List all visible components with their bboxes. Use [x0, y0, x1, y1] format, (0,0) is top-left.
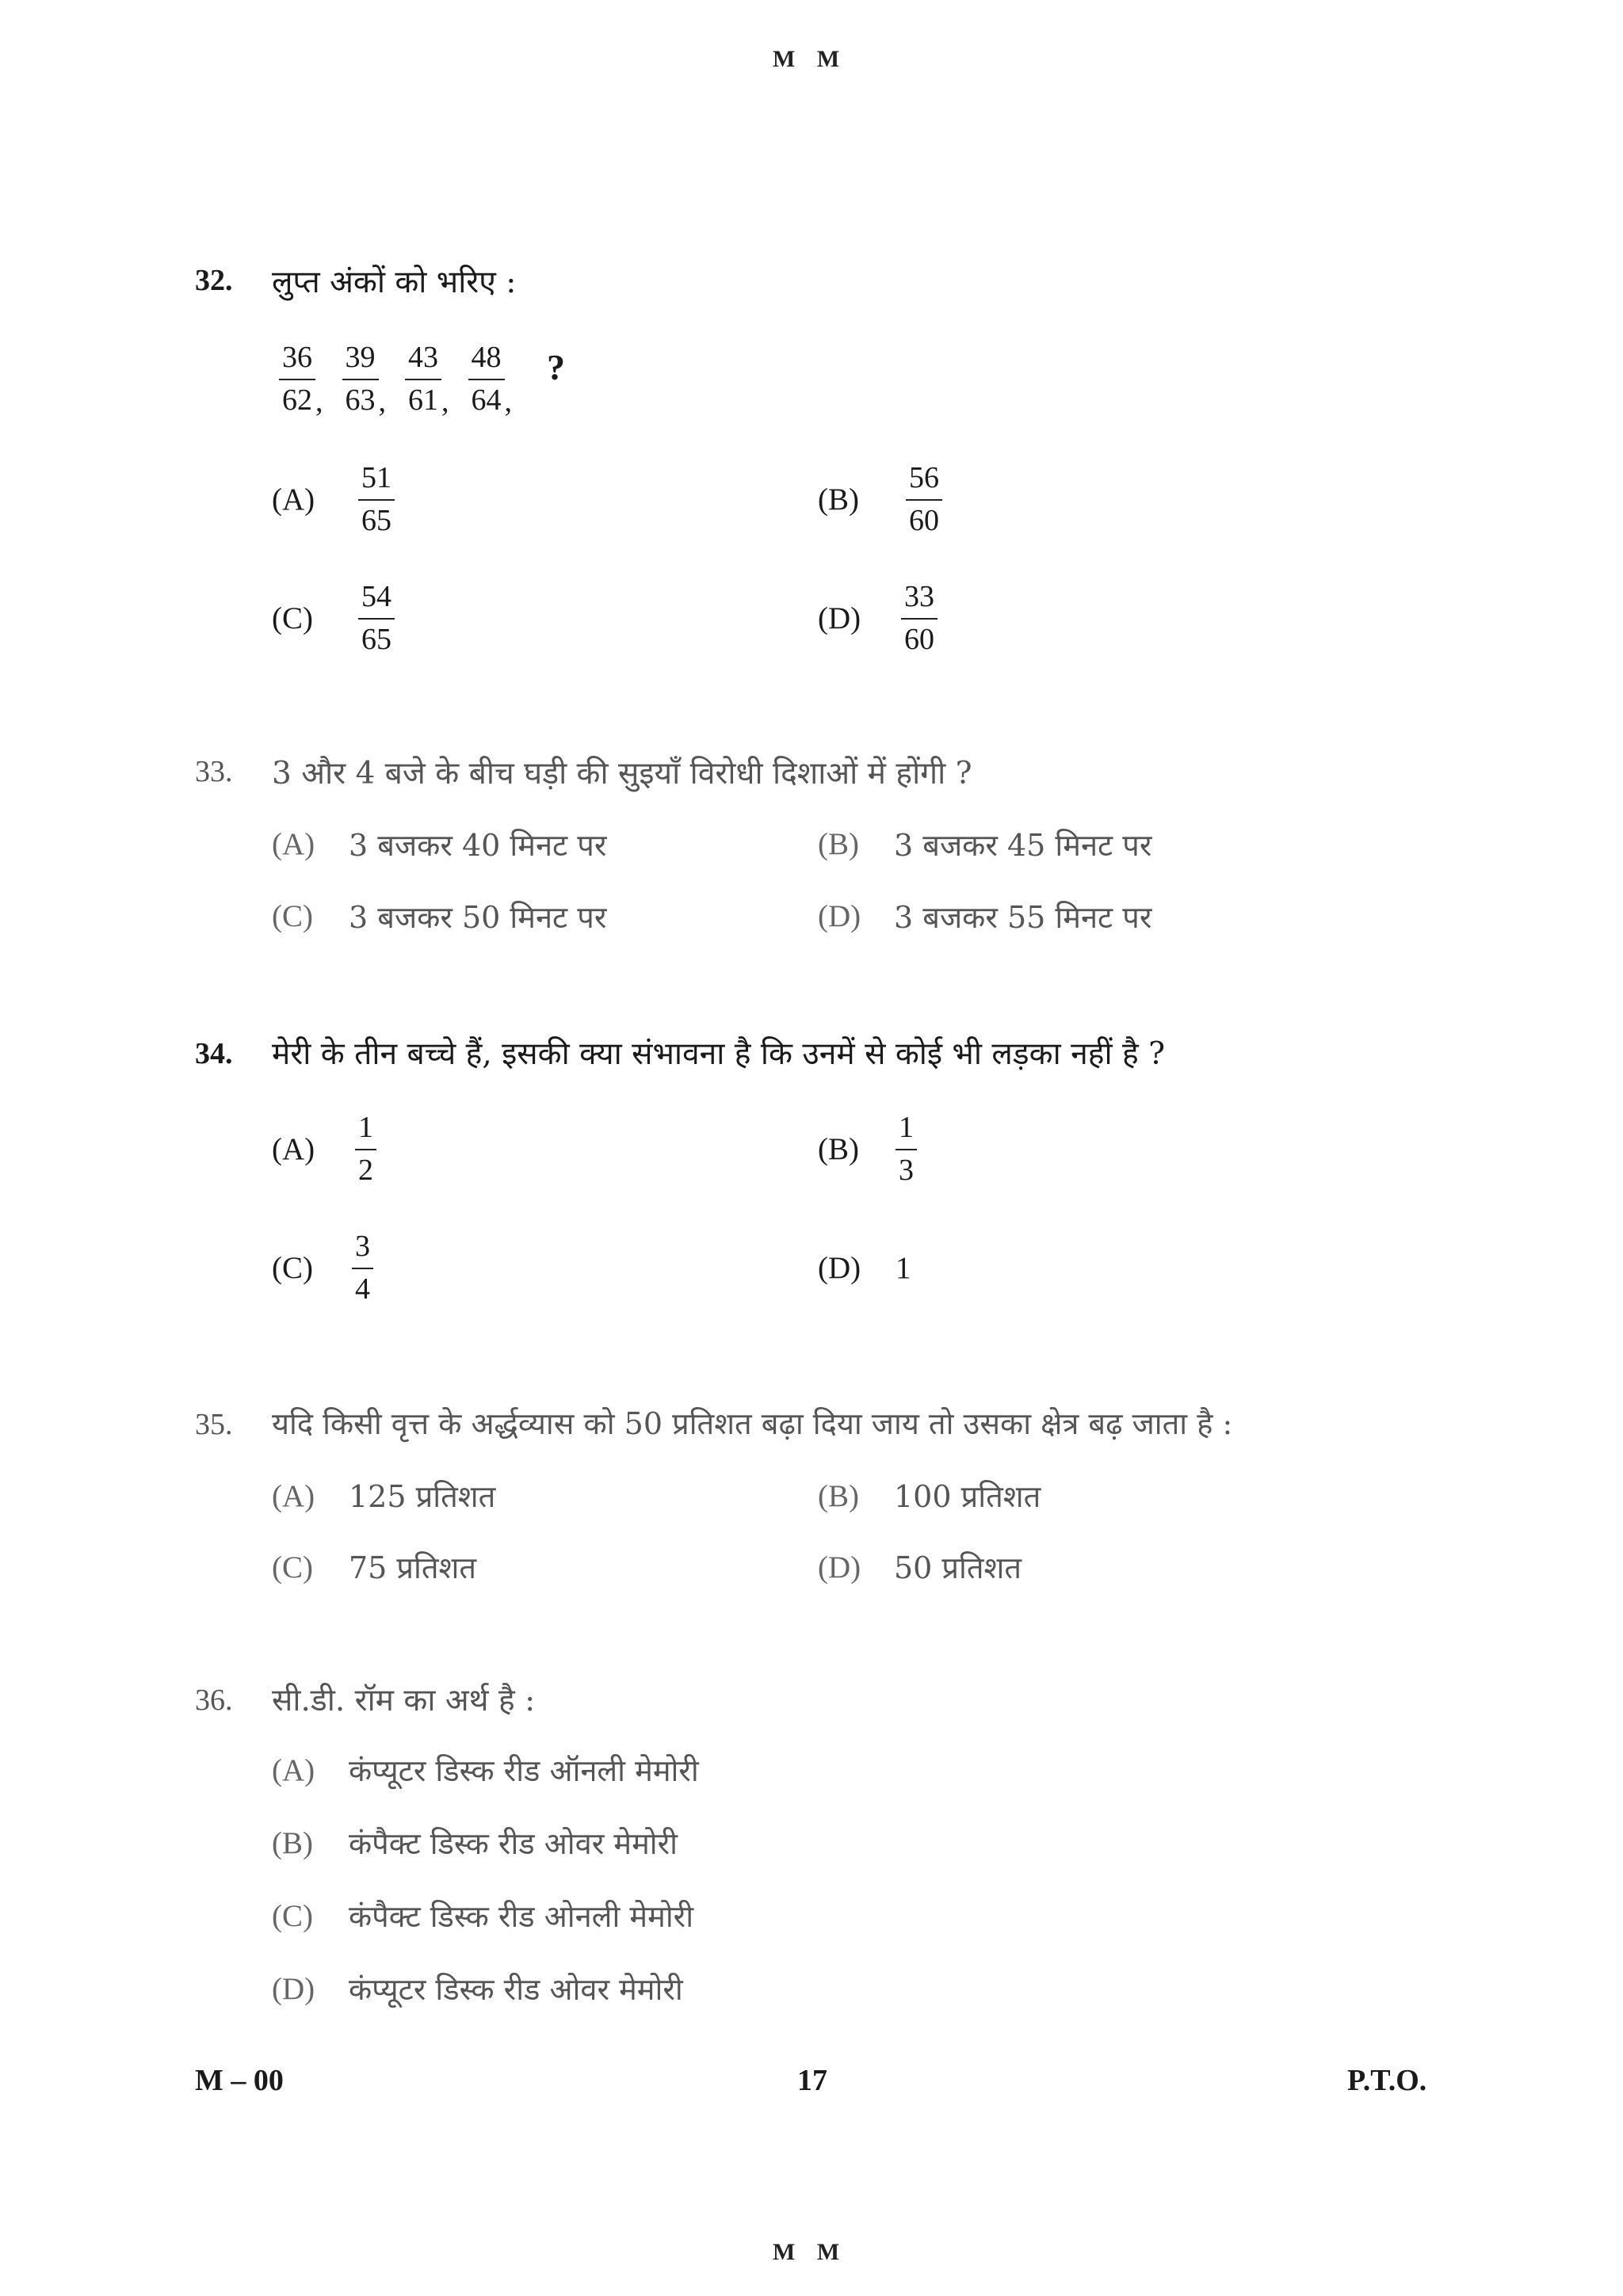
sequence-term-3: $\frac{43}{61}$ , [405, 339, 449, 419]
q36-option-d-text: कंप्यूटर डिस्क रीड ओवर मेमोरी [349, 1972, 683, 2007]
q36-option-a-label: (A) [272, 1753, 315, 1787]
question-36-text: सी.डी. रॉम का अर्थ है : [272, 1683, 536, 1718]
q32-option-a-label: (A) [272, 482, 315, 517]
q36-option-b-label: (B) [272, 1826, 313, 1860]
q36-option-a-text: कंप्यूटर डिस्क रीड ऑनली मेमोरी [349, 1753, 699, 1788]
q33-option-a-text: 3 बजकर 40 मिनट पर [349, 828, 607, 863]
q32-option-b-fraction: $\frac{56}{60}$ [906, 460, 942, 540]
q34-option-a-label: (A) [272, 1132, 315, 1166]
q35-option-b-label: (B) [818, 1479, 859, 1513]
q32-option-c-fraction: $\frac{54}{65}$ [358, 578, 395, 658]
q36-option-b-text: कंपैक्ट डिस्क रीड ओवर मेमोरी [349, 1826, 678, 1861]
q33-option-c-label: (C) [272, 899, 313, 933]
footer-mark: M M [773, 2239, 848, 2265]
question-32-number: 32. [195, 264, 233, 297]
header-mark: M M [773, 46, 848, 72]
q32-option-a-fraction: $\frac{51}{65}$ [358, 460, 395, 540]
q34-option-d-label: (D) [818, 1251, 861, 1285]
footer-pto: P.T.O. [1347, 2064, 1427, 2097]
q33-option-c-text: 3 बजकर 50 मिनट पर [349, 900, 607, 935]
question-36-number: 36. [195, 1684, 233, 1717]
question-33-text: 3 और 4 बजे के बीच घड़ी की सुइयाँ विरोधी दिशाओं में होंगी ? [272, 756, 972, 791]
sequence-term-1: $\frac{36}{62}$ , [279, 339, 323, 419]
q36-option-c-text: कंपैक्ट डिस्क रीड ओनली मेमोरी [349, 1899, 694, 1934]
q34-option-c-fraction: $\frac{3}{4}$ [352, 1228, 373, 1308]
question-35-text: यदि किसी वृत्त के अर्द्धव्यास को 50 प्रतिशत बढ़ा दिया जाय तो उसका क्षेत्र बढ़ जाता है : [272, 1406, 1233, 1441]
sequence-unknown: ? [547, 347, 565, 387]
q35-option-a-text: 125 प्रतिशत [349, 1479, 496, 1514]
q34-option-b-label: (B) [818, 1132, 859, 1166]
footer-booklet-code: M – 00 [195, 2064, 284, 2097]
q32-option-b-label: (B) [818, 482, 859, 517]
q34-option-c-label: (C) [272, 1251, 313, 1285]
q33-option-b-label: (B) [818, 827, 859, 861]
q34-option-d-value: 1 [896, 1251, 911, 1285]
q32-option-d-label: (D) [818, 601, 861, 635]
q32-option-c-label: (C) [272, 601, 313, 635]
q33-option-d-label: (D) [818, 899, 861, 933]
q34-option-a-fraction: $\frac{1}{2}$ [355, 1109, 376, 1189]
q35-option-a-label: (A) [272, 1479, 315, 1513]
sequence-term-2: $\frac{39}{63}$ , [342, 339, 387, 419]
question-32-text: लुप्त अंकों को भरिए : [272, 265, 517, 300]
q36-option-d-label: (D) [272, 1972, 315, 2006]
q36-option-c-label: (C) [272, 1899, 313, 1933]
q35-option-c-label: (C) [272, 1550, 313, 1585]
q32-option-d-fraction: $\frac{33}{60}$ [901, 578, 938, 658]
question-34-text: मेरी के तीन बच्चे हैं, इसकी क्या संभावना है कि उनमें से कोई भी लड़का नहीं है ? [272, 1036, 1165, 1072]
question-32-sequence [279, 339, 565, 419]
q33-option-b-text: 3 बजकर 45 मिनट पर [894, 828, 1152, 863]
q35-option-b-text: 100 प्रतिशत [894, 1479, 1041, 1514]
question-35-number: 35. [195, 1408, 233, 1441]
q33-option-d-text: 3 बजकर 55 मिनट पर [894, 900, 1152, 935]
sequence-term-4: $\frac{48}{64}$ , [468, 339, 513, 419]
q34-option-b-fraction: $\frac{1}{3}$ [896, 1109, 917, 1189]
q35-option-c-text: 75 प्रतिशत [349, 1550, 477, 1585]
q35-option-d-label: (D) [818, 1550, 861, 1585]
question-33-number: 33. [195, 755, 233, 788]
q35-option-d-text: 50 प्रतिशत [894, 1550, 1022, 1585]
question-34-number: 34. [195, 1037, 233, 1070]
q33-option-a-label: (A) [272, 827, 315, 861]
footer-page-number: 17 [797, 2064, 827, 2097]
